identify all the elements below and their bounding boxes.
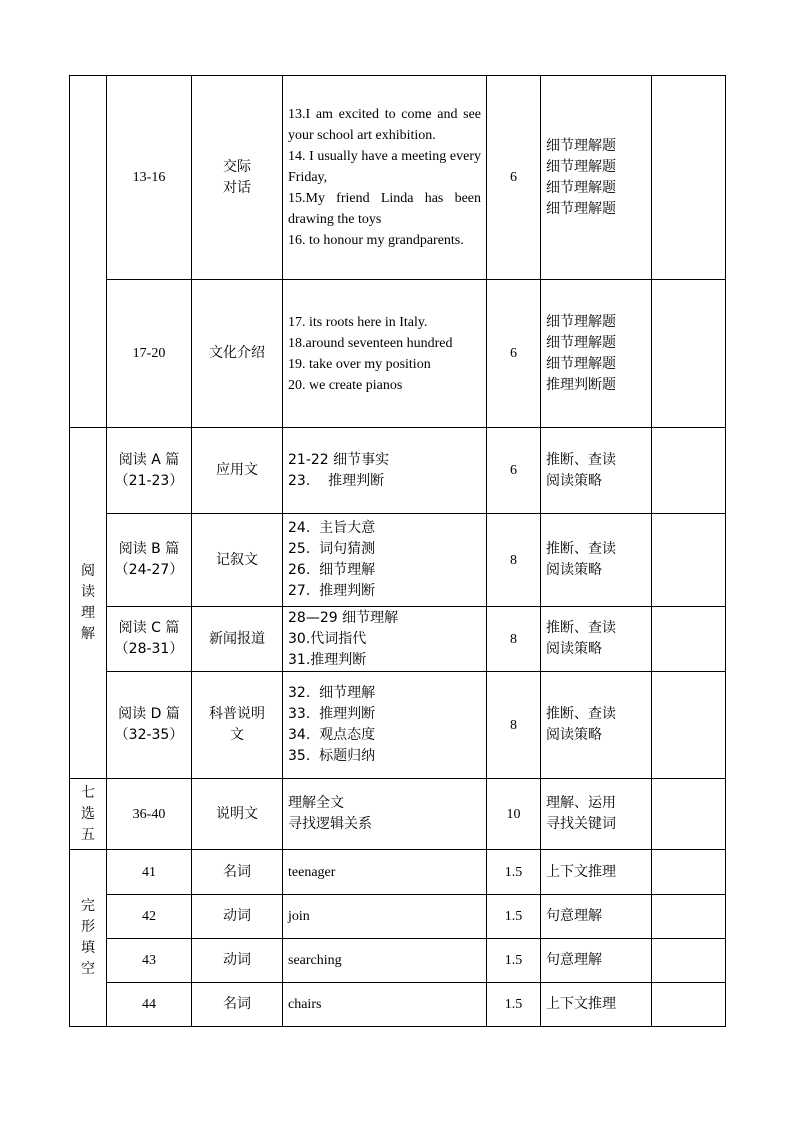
question-number: 阅读 A 篇 （21-23）	[107, 428, 192, 514]
note-cell	[652, 428, 726, 514]
text-type: 文化介绍	[192, 280, 283, 428]
answer-word: chairs	[283, 983, 487, 1027]
question-content: 24. 主旨大意 25. 词句猜测 26. 细节理解 27. 推理判断	[283, 514, 487, 607]
part-of-speech: 名词	[192, 983, 283, 1027]
ability-requirement: 推断、查读 阅读策略	[541, 428, 652, 514]
section-label-seven-choose-five	[70, 779, 107, 850]
question-number: 41	[107, 850, 192, 895]
question-content: 21-22 细节事实 23. 推理判断	[283, 428, 487, 514]
question-number: 阅读 D 篇 （32-35）	[107, 672, 192, 779]
table-row	[70, 76, 726, 280]
ability-requirement: 句意理解	[541, 939, 652, 983]
ability-requirement: 推断、查读 阅读策略	[541, 607, 652, 672]
note-cell	[652, 280, 726, 428]
score: 1.5	[487, 850, 541, 895]
question-content: 13.I am excited to come and see your school art exhibition. 14. I usually have a meeting every Friday, 15.My friend Linda has been drawing the toys 16. to honour my grandparents.	[283, 76, 487, 280]
table-row	[70, 850, 726, 895]
note-cell	[652, 514, 726, 607]
exam-spec-table	[69, 75, 726, 1027]
question-number: 阅读 B 篇 （24-27）	[107, 514, 192, 607]
ability-requirement: 细节理解题 细节理解题 细节理解题 推理判断题	[541, 280, 652, 428]
ability-requirement: 理解、运用 寻找关键词	[541, 779, 652, 850]
section-label-text: 阅 读 理 解	[81, 563, 95, 642]
section-label-cloze	[70, 850, 107, 1027]
note-cell	[652, 939, 726, 983]
question-number: 43	[107, 939, 192, 983]
table-row	[70, 672, 726, 779]
score: 1.5	[487, 939, 541, 983]
table-row	[70, 514, 726, 607]
text-type: 新闻报道	[192, 607, 283, 672]
score: 10	[487, 779, 541, 850]
answer-word: teenager	[283, 850, 487, 895]
score: 8	[487, 672, 541, 779]
question-content: 28—29 细节理解 30.代词指代 31.推理判断	[283, 607, 487, 672]
table-row	[70, 280, 726, 428]
part-of-speech: 名词	[192, 850, 283, 895]
note-cell	[652, 672, 726, 779]
part-of-speech: 动词	[192, 939, 283, 983]
ability-requirement: 推断、查读 阅读策略	[541, 672, 652, 779]
note-cell	[652, 76, 726, 280]
score: 1.5	[487, 895, 541, 939]
table-row	[70, 983, 726, 1027]
section-label-reading	[70, 428, 107, 779]
ability-requirement: 句意理解	[541, 895, 652, 939]
section-label-text: 完 形 填 空	[81, 898, 95, 977]
question-number: 44	[107, 983, 192, 1027]
question-number: 13-16	[107, 76, 192, 280]
table-row	[70, 939, 726, 983]
answer-word: searching	[283, 939, 487, 983]
question-number: 42	[107, 895, 192, 939]
section-cell-listening	[70, 76, 107, 428]
question-content: 理解全文 寻找逻辑关系	[283, 779, 487, 850]
score: 6	[487, 428, 541, 514]
text-type: 科普说明 文	[192, 672, 283, 779]
question-number: 17-20	[107, 280, 192, 428]
note-cell	[652, 850, 726, 895]
ability-requirement: 细节理解题 细节理解题 细节理解题 细节理解题	[541, 76, 652, 280]
score: 1.5	[487, 983, 541, 1027]
note-cell	[652, 895, 726, 939]
score: 8	[487, 607, 541, 672]
note-cell	[652, 607, 726, 672]
ability-requirement: 上下文推理	[541, 850, 652, 895]
question-number: 36-40	[107, 779, 192, 850]
text-type: 记叙文	[192, 514, 283, 607]
table-row	[70, 428, 726, 514]
question-content: 32. 细节理解 33. 推理判断 34. 观点态度 35. 标题归纳	[283, 672, 487, 779]
note-cell	[652, 983, 726, 1027]
section-label-text: 七 选 五	[81, 784, 95, 843]
text-type: 交际 对话	[192, 76, 283, 280]
answer-word: join	[283, 895, 487, 939]
text-type: 说明文	[192, 779, 283, 850]
table-row	[70, 779, 726, 850]
score: 8	[487, 514, 541, 607]
score: 6	[487, 280, 541, 428]
part-of-speech: 动词	[192, 895, 283, 939]
question-number: 阅读 C 篇 （28-31）	[107, 607, 192, 672]
table-row	[70, 607, 726, 672]
text-type: 应用文	[192, 428, 283, 514]
table-row	[70, 895, 726, 939]
question-content: 17. its roots here in Italy. 18.around seventeen hundred 19. take over my position 20. we create pianos	[283, 280, 487, 428]
ability-requirement: 上下文推理	[541, 983, 652, 1027]
score: 6	[487, 76, 541, 280]
note-cell	[652, 779, 726, 850]
ability-requirement: 推断、查读 阅读策略	[541, 514, 652, 607]
